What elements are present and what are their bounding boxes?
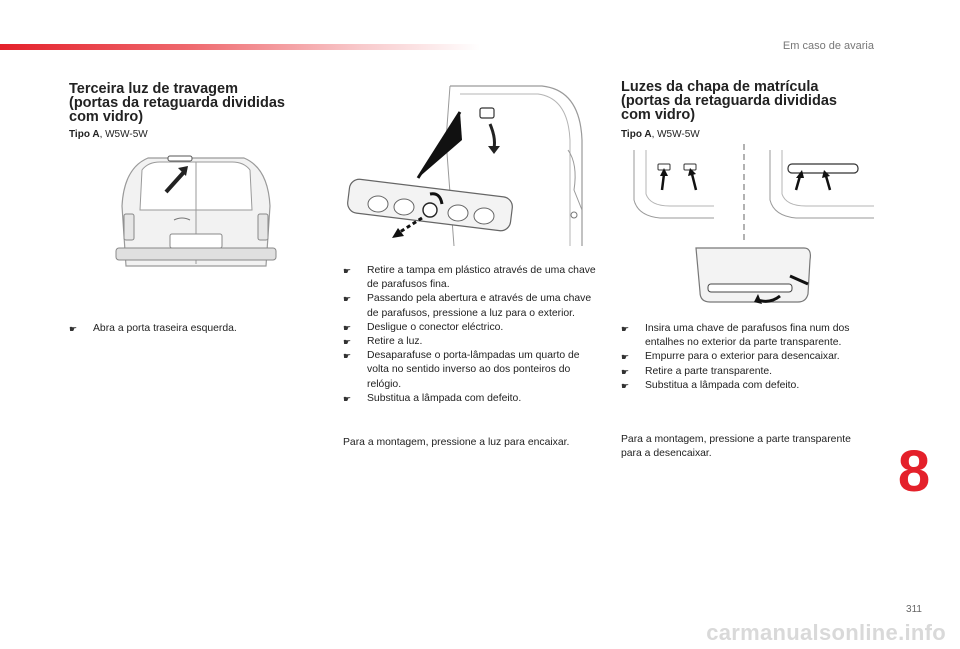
step-item: ☛ Insira uma chave de parafusos fina num dos entalhes no exterior da parte transparente. (621, 322, 871, 350)
header-accent-bar (0, 44, 480, 50)
van-rear-illustration (108, 146, 284, 272)
col1-bulb-type (69, 129, 148, 140)
col2-note: Para a montagem, pressione a luz para encaixar. (343, 437, 570, 448)
col1-type-value: , W5W-5W (99, 129, 148, 140)
step-item: ☛ Retire a tampa em plástico através de uma chave de parafusos fina. (343, 264, 599, 292)
col3-title (621, 80, 837, 122)
watermark: carmanualsonline.info (706, 620, 946, 645)
col1-title-line: (portas da retaguarda divididas (69, 95, 285, 111)
step-item: ☛ Substitua a lâmpada com defeito. (621, 379, 871, 393)
step-item: ☛ Desaparafuse o porta-lâmpadas um quarto de volta no sentido inverso ao dos ponteiros do relógio. (343, 349, 599, 392)
chapter-number: 8 (897, 439, 931, 504)
step-item: ☛ Passando pela abertura e através de uma chave de parafusos, pressione a luz para o exterior. (343, 292, 599, 320)
step-item: ☛ Desligue o conector eléctrico. (343, 321, 599, 335)
col3-title-line: com vidro) (621, 107, 696, 123)
brake-light-detail-illustration (342, 80, 594, 248)
col3-title-line: Luzes da chapa de matrícula (621, 79, 819, 95)
step-item: ☛ Substitua a lâmpada com defeito. (343, 392, 599, 406)
step-item: ☛ Retire a parte transparente. (621, 365, 871, 379)
col3-type-value: , W5W-5W (651, 129, 700, 140)
col1-title (69, 82, 285, 124)
col1-title-line: com vidro) (69, 109, 144, 125)
col1-steps (69, 322, 299, 336)
section-title: Em caso de avaria (782, 40, 874, 52)
plate-light-illustration (630, 144, 876, 310)
col3-steps (621, 322, 871, 393)
step-item: ☛ Retire a luz. (343, 335, 599, 349)
step-item: ☛ Abra a porta traseira esquerda. (69, 322, 299, 336)
step-item: ☛ Empurre para o exterior para desencaixar. (621, 350, 871, 364)
col3-bulb-type (621, 129, 700, 140)
col1-title-line: Terceira luz de travagem (69, 81, 238, 97)
col2-steps (343, 264, 599, 406)
col3-type-label: Tipo A (621, 129, 652, 140)
col3-note: Para a montagem, pressione a parte transparente para a desencaixar. (621, 434, 851, 460)
col3-title-line: (portas da retaguarda divididas (621, 93, 837, 109)
page-number: 311 (906, 604, 922, 615)
col1-type-label: Tipo A (69, 129, 100, 140)
